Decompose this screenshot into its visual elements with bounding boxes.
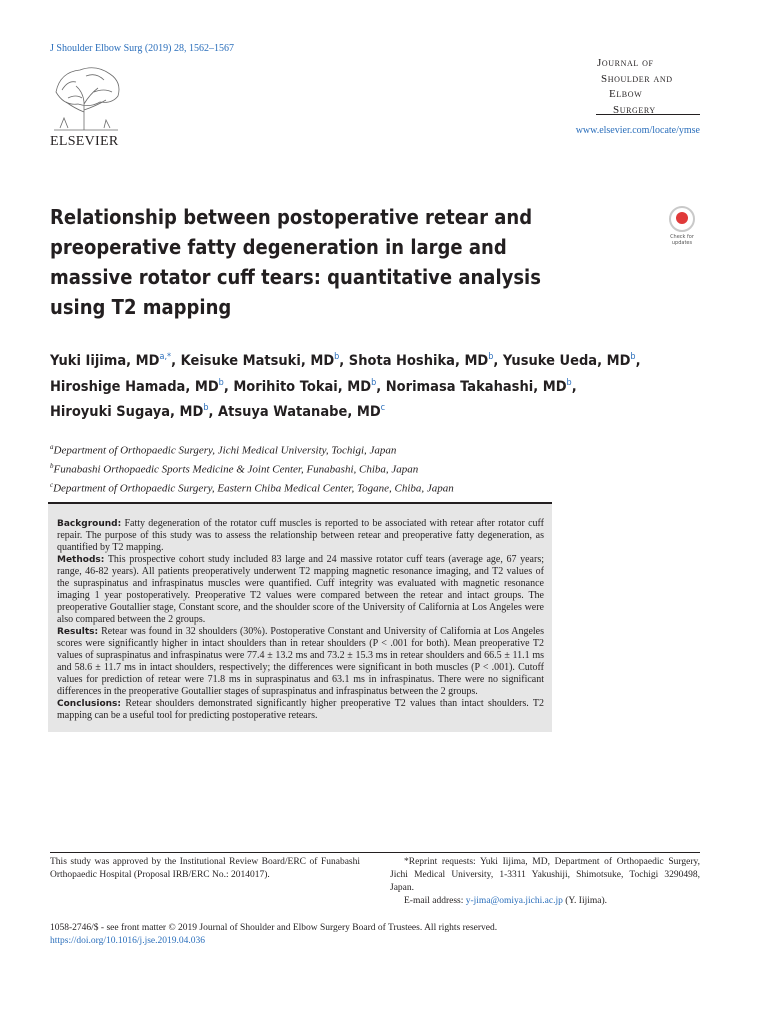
journal-name-line: Surgery: [613, 103, 656, 116]
author-list: [50, 346, 698, 423]
author-affiliation-mark[interactable]: b: [203, 403, 209, 414]
author: Morihito Tokai, $MD^b$,: [233, 377, 386, 395]
abstract-results: Results: Retear was found in 32 shoulders (30%). Postoperative Constant and University of California at Los Angeles scores were significantly higher in intact shoulders than in retear shoulders (P < .001 for both). Mean preoperative T2 values of supraspinatus and infraspinatus were 77.4 ± 13.2 ms and 73.2 ± 15.3 ms in retear shoulders and 66.5 ± 11.1 ms and 58.6 ± 11.7 ms in intact shoulders, respectively; the differences were significant in both muscles (P < .001). Cutoff values for prediction of retear were 71.8 ms in supraspinatus and 63.1 ms in infraspinatus. There were no significant differences in the preoperative Goutallier stages of supraspinatus and infraspinatus between the 2 groups.: [57, 626, 545, 697]
author: Hiroyuki Sugaya, $MD^b$,: [50, 403, 219, 421]
affiliation-list: [50, 440, 454, 497]
irb-approval-note: This study was approved by the Institutional Review Board/ERC of Funabashi Orthopaedic Hospital (Proposal IRB/ERC No.: 2014017).: [50, 857, 360, 880]
author-affiliation-mark[interactable]: b: [630, 352, 636, 362]
journal-name-line: Shoulder and: [601, 72, 673, 85]
check-for-updates-button[interactable]: [664, 206, 700, 246]
publisher-name: ELSEVIER: [50, 134, 119, 149]
journal-url-link[interactable]: www.elsevier.com/locate/ymse: [575, 125, 700, 136]
author: Yuki Iijima, $MD^{a,*}$,: [50, 352, 181, 369]
affiliation: $^c$Department of Orthopaedic Surgery, Eastern Chiba Medical Center, Togane, Chiba, Japan: [50, 481, 454, 495]
abstract-methods: Methods: This prospective cohort study included 83 large and 24 massive rotator cuff tears (average age, 67 years; range, 46-82 years). All patients preoperatively underwent T2 mapping magnetic resonance imaging, and T2 values of the supraspinatus and infraspinatus muscles were quantified. Cuff integrity was evaluated with magnetic resonance imaging 1 year postoperatively. Preoperative T2 values were compared between the retear and intact groups. The preoperative Goutallier stage, Constant score, and the shoulder score of the University of California at Los Angeles were also compared between the 2 groups.: [57, 554, 544, 625]
journal-rule: [596, 114, 700, 115]
author-affiliation-mark[interactable]: b: [218, 377, 224, 388]
journal-name-line: Journal of: [597, 57, 654, 69]
author-email-link[interactable]: y-jima@omiya.jichi.ac.jp: [465, 896, 563, 906]
abstract-conclusions: Conclusions: Retear shoulders demonstrated significantly higher preoperative T2 values than intact shoulders. T2 mapping can be a useful tool for predicting postoperative retears.: [57, 698, 544, 721]
copyright-block: [50, 922, 497, 948]
author-affiliation-mark[interactable]: b: [371, 377, 377, 388]
author: Yusuke Ueda, $MD^b$,: [502, 352, 641, 369]
author-affiliation-mark[interactable]: b: [488, 352, 494, 362]
article-title: Relationship between postoperative retear and preoperative fatty degeneration in large and massive rotator cuff tears: quantitative analysis using T2 mapping: [50, 205, 541, 319]
doi-link[interactable]: https://doi.org/10.1016/j.jse.2019.04.036: [50, 936, 205, 946]
author: Hiroshige Hamada, $MD^b$,: [50, 377, 234, 395]
author-affiliation-mark[interactable]: b: [334, 352, 340, 362]
author-affiliation-mark[interactable]: c: [380, 403, 386, 414]
author: Norimasa Takahashi, $MD^b$,: [385, 377, 577, 395]
author: Shota Hoshika, $MD^b$,: [348, 352, 503, 369]
journal-citation[interactable]: J Shoulder Elbow Surg (2019) 28, 1562–1567: [50, 43, 234, 54]
abstract-background: Background: Fatty degeneration of the rotator cuff muscles is reported to be associated with retear after rotator cuff repair. The purpose of this study was to assess the relationship between retear and preoperative fatty degeneration, as quantified by T2 mapping.: [57, 518, 544, 553]
abstract-box: [48, 502, 552, 732]
author-affiliation-mark[interactable]: b: [566, 377, 572, 388]
elsevier-tree-logo: [46, 62, 126, 132]
author-affiliation-mark[interactable]: a,*: [159, 352, 172, 362]
author: Atsuya Watanabe, $MD^c$: [218, 403, 386, 421]
affiliation: $^a$Department of Orthopaedic Surgery, Jichi Medical University, Tochigi, Japan: [50, 443, 397, 457]
author: Keisuke Matsuki, $MD^b$,: [180, 352, 349, 369]
affiliation: $^b$Funabashi Orthopaedic Sports Medicine & Joint Center, Funabashi, Chiba, Japan: [50, 462, 419, 476]
check-updates-label: Check for updates: [670, 234, 694, 246]
reprint-requests-note: *Reprint requests: Yuki Iijima, MD, Department of Orthopaedic Surgery, Jichi Medical University, 1-3311 Yakushiji, Shimotsuke, Tochigi 3290498, Japan. E-mail address: y-jima@omiya.jichi.ac.jp (Y. Iijima).: [390, 857, 700, 906]
check-updates-icon: [669, 206, 695, 232]
journal-name: [597, 56, 673, 118]
journal-name-line: Elbow: [609, 88, 643, 100]
copyright-line: 1058-2746/$ - see front matter © 2019 Journal of Shoulder and Elbow Surgery Board of Trustees. All rights reserved.: [50, 923, 498, 933]
footnote-divider: [50, 852, 700, 853]
